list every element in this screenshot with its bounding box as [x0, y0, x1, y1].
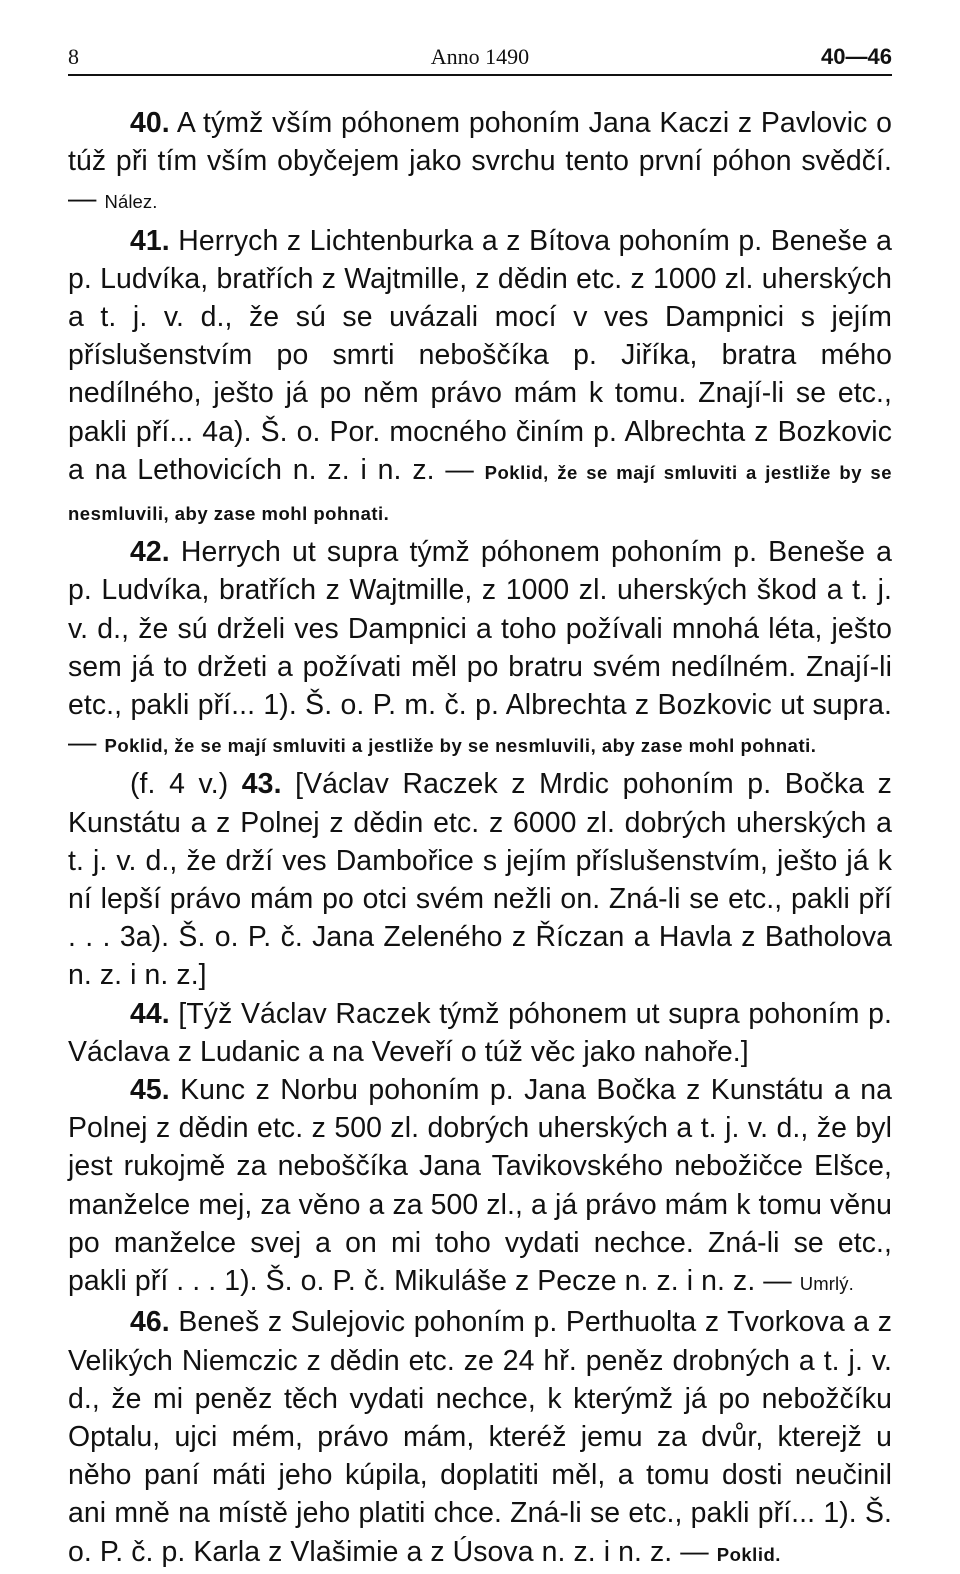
entry-note: Poklid, že se mají smluviti a jestliže by se nesmluvili, aby zase mohl pohnati.	[68, 461, 893, 525]
entry-number: 45.	[130, 1074, 170, 1107]
entry-43	[68, 765, 892, 994]
entry-note: Umrlý.	[799, 1273, 854, 1295]
entry-40	[68, 104, 892, 222]
entry-number: 46.	[130, 1306, 170, 1339]
folio-marker: (f. 4 v.)	[130, 768, 242, 801]
entry-44	[68, 995, 892, 1071]
entry-text: Beneš z Sulejovic pohoním p. Perthuolta z Tvorkova a z Velikých Niemczic z dědin etc. ze 24 hř. peněz drobných a t. j. v. d., že mi peněz těch vydati nechce, k kterýmž já po nebožčíku Optalu, ujci mém, právo mám, kteréž jemu za dvůr, kterejž u něho paní máti jeho kúpila, doplatiti měl, a tomu dosti neučinil ani mně na místě jeho platiti chce. Zná-li se etc., pakli pří... 1). Š. o. P. č. p. Karla z Vlašimie a z Úsova n. z. i n. z. —	[68, 1306, 892, 1568]
entry-45	[68, 1071, 892, 1303]
entry-text: Herrych z Lichtenburka a z Bítova pohoním p. Beneše a p. Ludvíka, bratřích z Wajtmille, z dědin etc. z 1000 zl. uherských a t. j. v. d., že sú se uvázali mocí v ves Dampnici s jejím příslušenstvím po smrti neboščíka p. Jiříka, bratra mého nedílného, ješto já po něm právo mám k tomu. Znají-li se etc., pakli pří... 4a). Š. o. Por. mocného činím p. Albrechta z Bozkovic a na Lethovicích n. z. i n. z. —	[68, 224, 892, 486]
entry-range: 40—46	[821, 44, 892, 69]
running-title: Anno 1490	[430, 44, 530, 69]
entry-text: [Václav Raczek z Mrdic pohoním p. Bočka z Kunstátu a z Polnej z dědin etc. z 6000 zl. dobrých uherských a t. j. v. d., že drží ves Dambořice s jejím příslušenstvím, ješto já k ní lepší právo mám po otci svém nežli on. Zná-li se etc., pakli pří . . . 3a). Š. o. P. č. Jana Zeleného z Říczan a Havla z Batholova n. z. i n. z.]	[68, 768, 892, 992]
entry-text: Herrych ut supra týmž póhonem pohoním p. Beneše a p. Ludvíka, bratřích z Wajtmille, z 1000 zl. uherských škod a t. j. v. d., že sú drželi ves Dampnici a toho požívali mnohá léta, ješto sem já to držeti a požívati měl po bratru svém nedílném. Znají-li etc., pakli pří... 1). Š. o. P. m. č. p. Albrechta z Bozkovic ut supra. —	[68, 536, 892, 760]
entry-46	[68, 1303, 892, 1573]
entry-text: [Týž Václav Raczek týmž póhonem ut supra pohoním p. Václava z Ludanic a na Veveří o túž věc jako nahoře.]	[68, 997, 892, 1068]
entry-number: 41.	[130, 224, 170, 257]
entry-number: 44.	[130, 997, 170, 1030]
entry-41	[68, 222, 892, 534]
entry-note: Poklid, že se mají smluviti a jestliže by se nesmluvili, aby zase mohl pohnati.	[104, 735, 817, 757]
entry-number: 40.	[130, 107, 170, 139]
entry-note: Nález.	[104, 191, 158, 213]
entry-text: Kunc z Norbu pohoním p. Jana Bočka z Kunstátu a na Polnej z dědin etc. z 500 zl. dobrých uherských a t. j. v. d., že byl jest rukojmě za neboščíka Jana Tavikovského nebožičce Elšce, manželce mej, za věno a za 500 zl., a já právo mám k tomu věnu po manželce svej a on mi toho vydati nechce. Zná-li se etc., pakli pří . . . 1). Š. o. P. č. Mikuláše z Pecze n. z. i n. z. —	[68, 1074, 892, 1298]
page-body	[68, 104, 892, 1574]
entry-number: 42.	[130, 536, 170, 569]
entry-text: A týmž vším póhonem pohoním Jana Kaczi z Pavlovic o túž při tím vším obyčejem jako svrchu tento první póhon svědčí. —	[68, 107, 892, 216]
entry-note: Poklid.	[716, 1543, 781, 1565]
entry-number: 43.	[241, 768, 282, 801]
page-number: 8	[68, 44, 79, 69]
page-header	[68, 40, 892, 76]
entry-42	[68, 533, 892, 765]
